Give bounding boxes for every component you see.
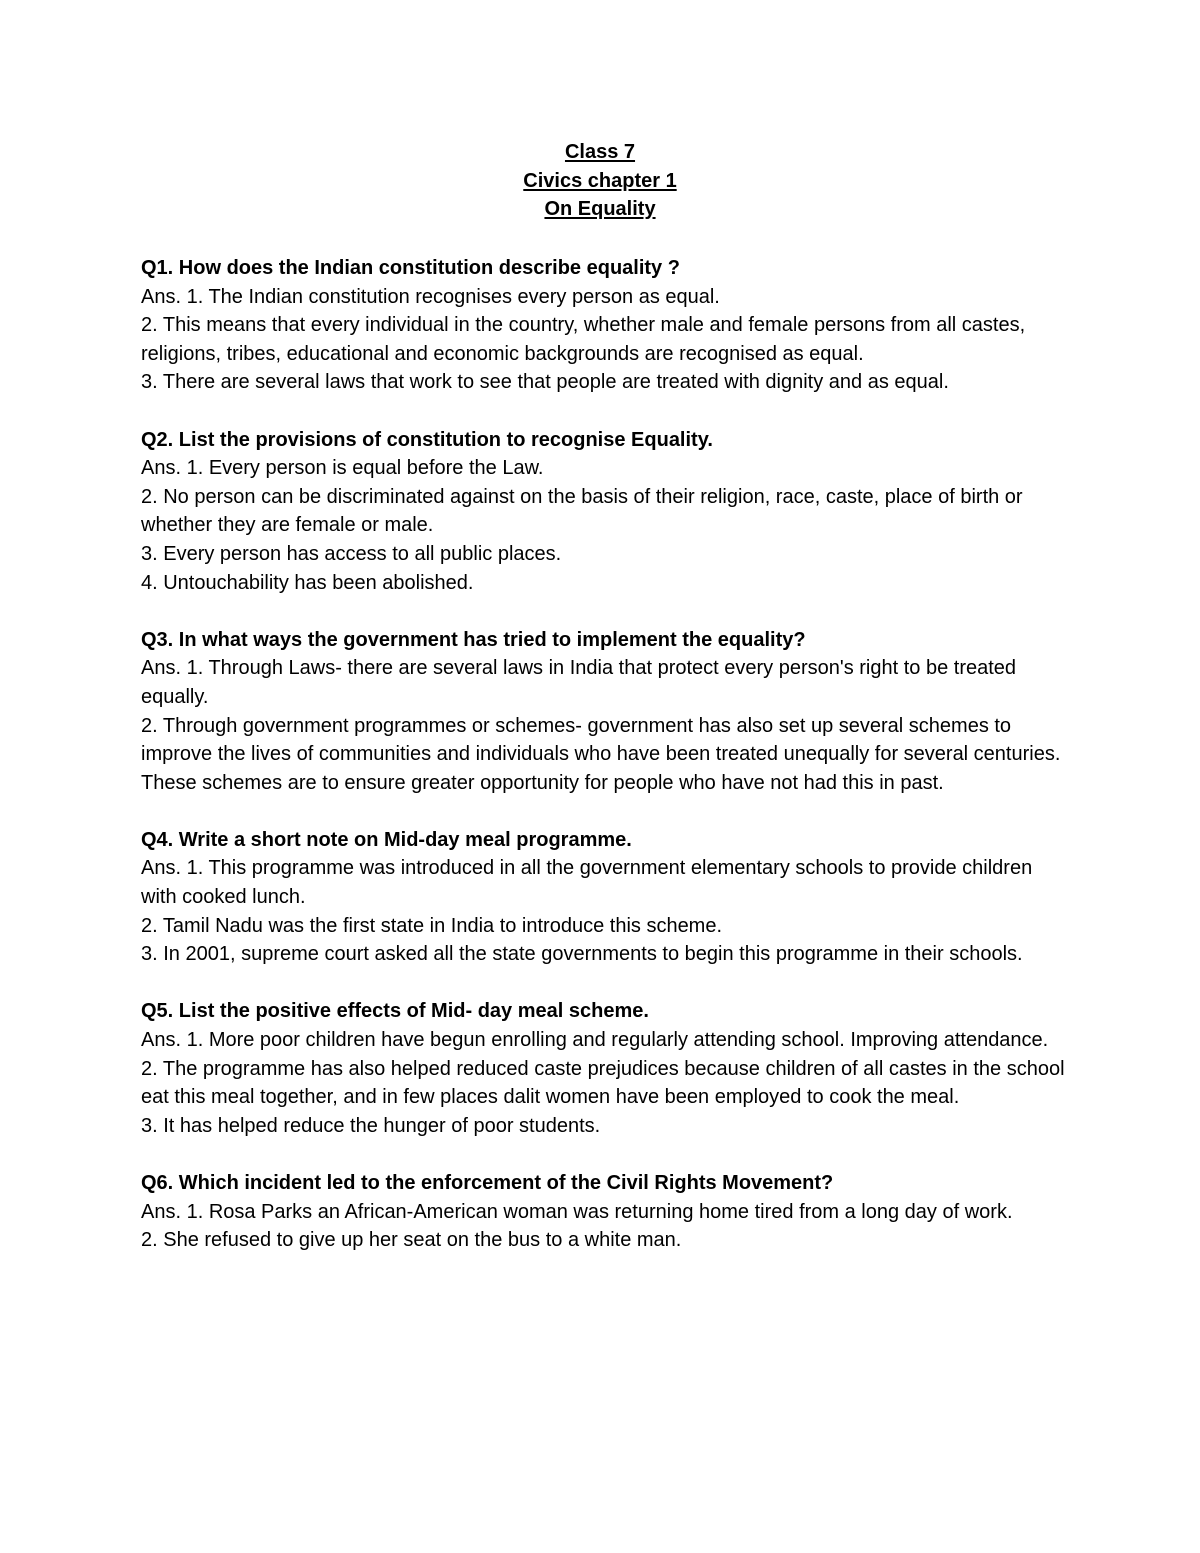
topic-title: On Equality [544,198,656,220]
answer-2-1: Ans. 1. Every person is equal before the Law. [141,457,544,480]
answer-2-3: 3. Every person has access to all public places. [141,542,562,565]
answer-5-1: Ans. 1. More poor children have begun enrolling and regularly attending school. Improving attendance. [141,1029,1049,1052]
class-title: Class 7 [564,141,636,163]
answer-3-2: 2. Through government programmes or schemes- government has also set up several schemes to improve the lives of communities and individuals who have been treated unequally for several centuries. These schemes are to ensure greater opportunity for people who have not had this in past. [141,714,1061,794]
answer-6-1: Ans. 1. Rosa Parks an African-American woman was returning home tired from a long day of work. [141,1200,1013,1223]
answer-6-2: 2. She refused to give up her seat on the bus to a white man. [141,1229,682,1252]
answer-5-2: 2. The programme has also helped reduced caste prejudices because children of all castes in the school eat this meal together, and in few places dalit women have been employed to cook the meal. [141,1057,1065,1109]
answer-4-3: 3. In 2001, supreme court asked all the state governments to begin this programme in their schools. [141,943,1023,966]
question-2: Q2. List the provisions of constitution to recognise Equality. [141,428,713,451]
answer-4-2: 2. Tamil Nadu was the first state in India to introduce this scheme. [141,914,723,937]
question-5: Q5. List the positive effects of Mid- day meal scheme. [141,1000,649,1023]
document-body [141,254,1071,1283]
qa-block-2 [141,426,1071,598]
qa-block-4 [141,826,1071,969]
document-header [0,138,1200,224]
answer-5-3: 3. It has helped reduce the hunger of poor students. [141,1114,601,1137]
answer-3-1: Ans. 1. Through Laws- there are several laws in India that protect every person's right to be treated equally. [141,657,1017,708]
answer-2-4: 4. Untouchability has been abolished. [141,571,474,594]
chapter-title: Civics chapter 1 [523,169,677,192]
question-3: Q3. In what ways the government has tried to implement the equality? [141,628,806,651]
qa-block-6 [141,1169,1071,1255]
question-1: Q1. How does the Indian constitution describe equality ? [141,257,680,279]
qa-block-3 [141,626,1071,798]
question-6: Q6. Which incident led to the enforcement of the Civil Rights Movement? [141,1172,834,1194]
qa-block-1 [141,254,1071,397]
answer-4-1: Ans. 1. This programme was introduced in all the government elementary schools to provide children with cooked lunch. [141,857,1033,909]
answer-1-2: 2. This means that every individual in the country, whether male and female persons from all castes, religions, tribes, educational and economic backgrounds are recognised as equal. [141,314,1026,365]
answer-2-2: 2. No person can be discriminated against on the basis of their religion, race, caste, place of birth or whether they are female or male. [141,485,1023,537]
answer-1-3: 3. There are several laws that work to see that people are treated with dignity and as equal. [141,371,949,394]
qa-block-5 [141,997,1071,1140]
answer-1-1: Ans. 1. The Indian constitution recognises every person as equal. [141,285,720,308]
question-4: Q4. Write a short note on Mid-day meal programme. [141,828,632,851]
